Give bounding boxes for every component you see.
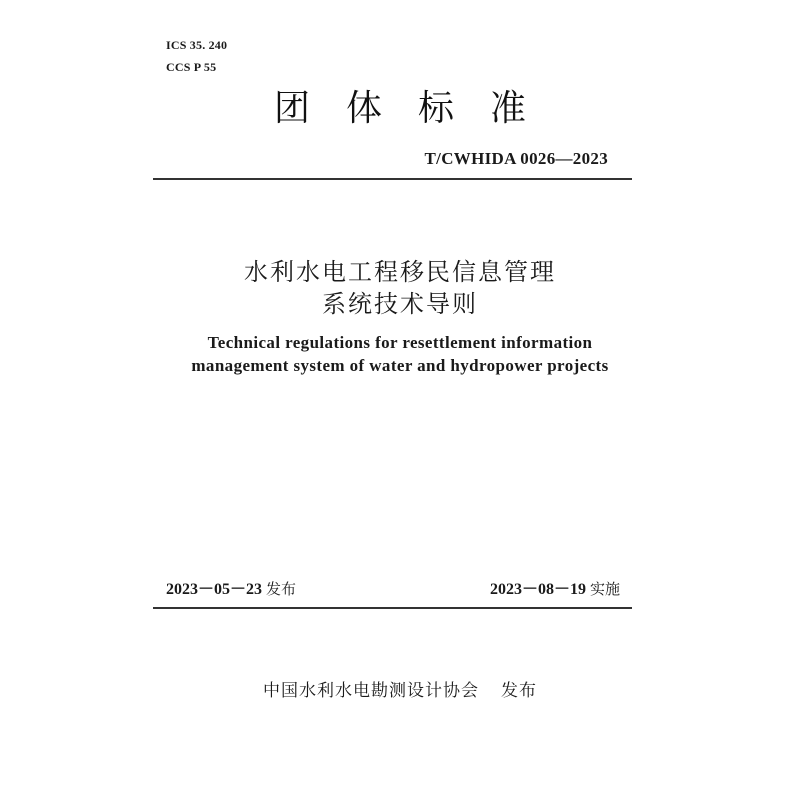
- ccs-code: CCS P 55: [166, 60, 217, 74]
- implementation-date-label: 实施: [589, 580, 620, 598]
- publisher-name: 中国水利水电勘测设计协会: [263, 681, 479, 701]
- issue-date-label: 发布: [266, 580, 297, 598]
- issue-date: [166, 576, 296, 599]
- top-divider: [153, 178, 632, 180]
- document-type-heading: 团体标准: [273, 88, 562, 129]
- implementation-date: [490, 576, 620, 599]
- issue-date-value: 2023－05－23: [166, 581, 263, 598]
- standard-number: T/CWHIDA 0026—2023: [424, 149, 608, 168]
- title-chinese-line-1: 水利水电工程移民信息管理: [244, 258, 556, 286]
- publisher-line: [0, 676, 800, 701]
- bottom-divider: [153, 607, 632, 609]
- title-english-line-1: Technical regulations for resettlement information: [207, 333, 593, 352]
- implementation-date-value: 2023－08－19: [489, 581, 586, 598]
- publish-label: 发布: [501, 681, 537, 701]
- title-chinese-line-2: 系统技术导则: [322, 290, 478, 318]
- ics-code: ICS 35. 240: [166, 38, 228, 52]
- title-english-line-2: management system of water and hydropower projects: [191, 356, 609, 375]
